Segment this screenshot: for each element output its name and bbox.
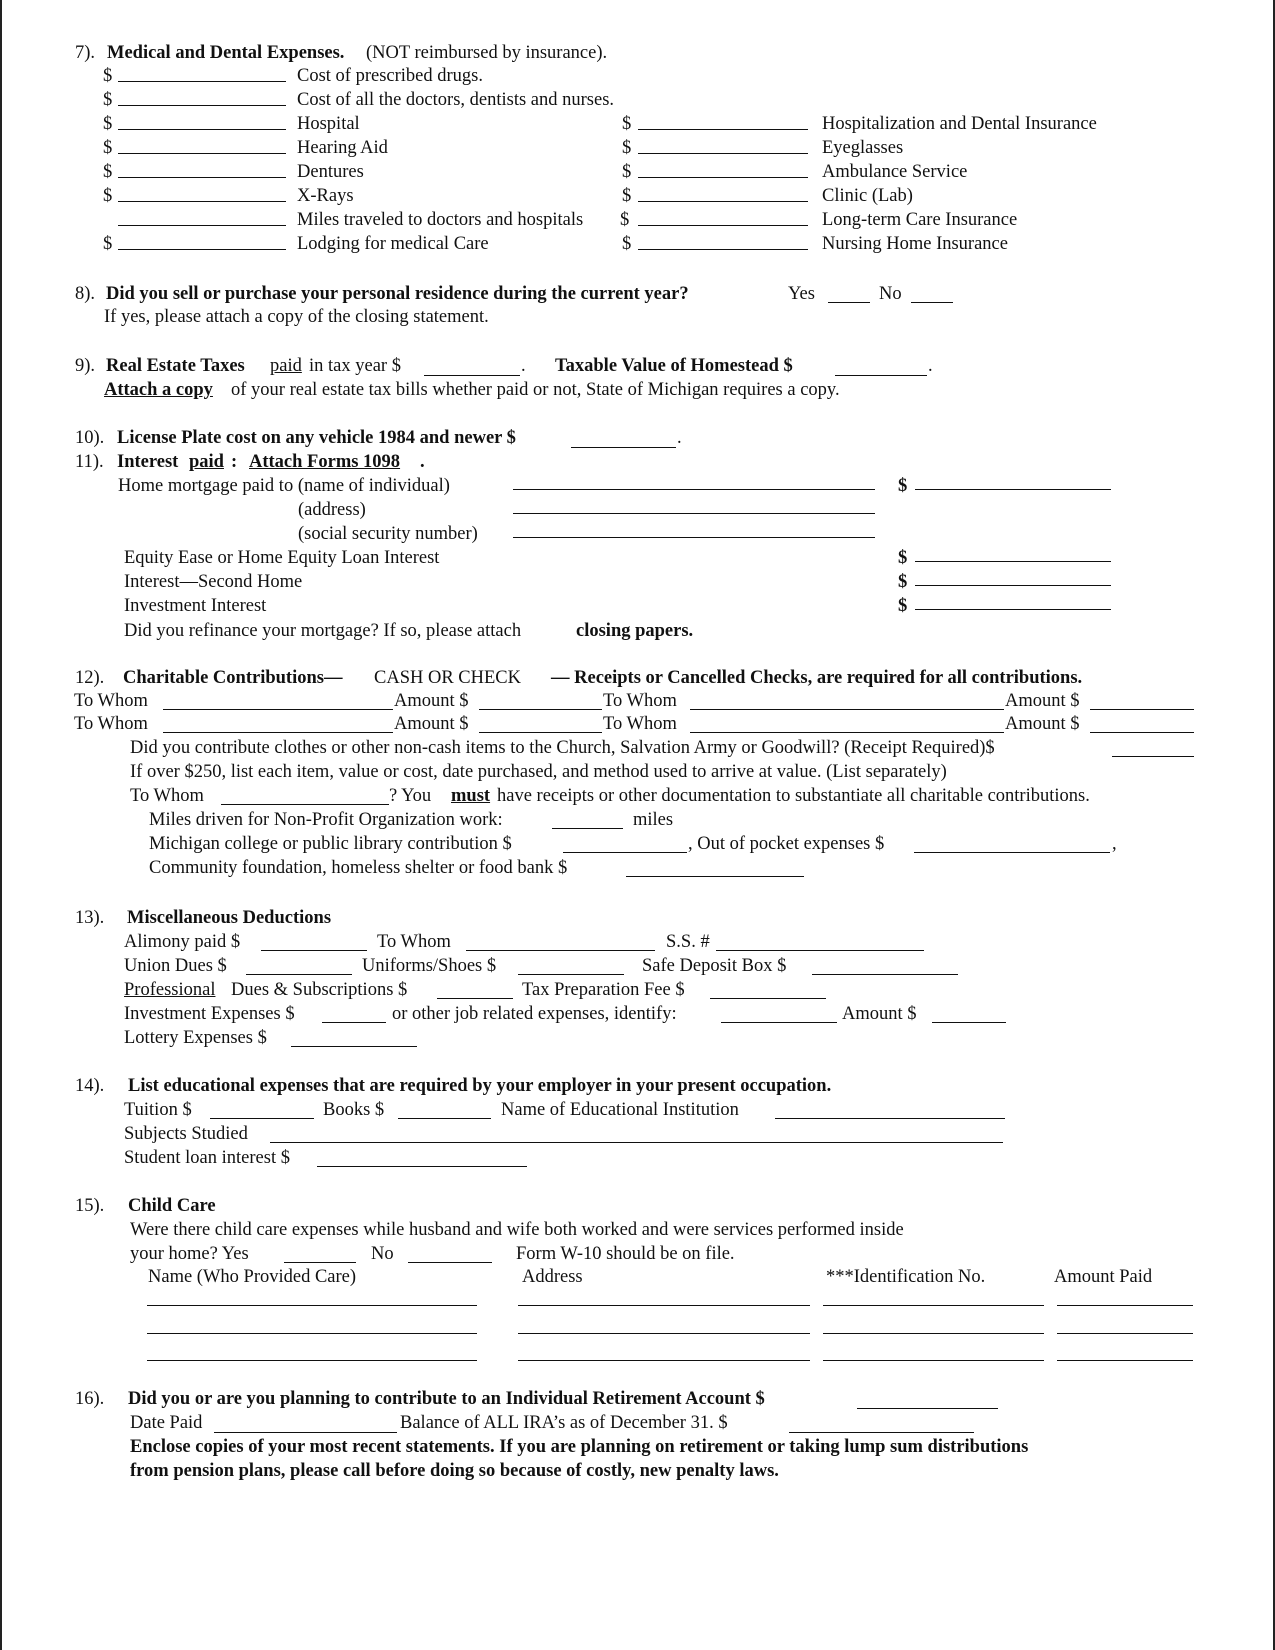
over-250-note: If over $250, list each item, value or cost, date purchased, and method used to arrive at value. (List separately) [130, 762, 947, 782]
equity-amount-field[interactable] [915, 561, 1111, 562]
column-header: ***Identification No. [826, 1267, 986, 1287]
to-whom-label: To Whom [130, 786, 204, 806]
refinance-note: Did you refinance your mortgage? If so, please attach [124, 621, 522, 641]
ss-number-field[interactable] [716, 950, 924, 951]
field-label: S.S. # [666, 932, 710, 952]
provider-amount-field[interactable] [1057, 1360, 1193, 1361]
field-label: Equity Ease or Home Equity Loan Interest [124, 548, 440, 568]
section-number: 13). [75, 908, 105, 928]
real-estate-tax-field[interactable] [424, 375, 520, 376]
yes-field[interactable] [828, 302, 870, 303]
field-label: Alimony paid $ [124, 932, 241, 952]
noncash-to-whom-field[interactable] [221, 804, 389, 805]
amount-field[interactable] [479, 732, 602, 733]
section-question: Did you sell or purchase your personal residence during the current year? [106, 284, 689, 304]
amount-field[interactable] [1090, 709, 1194, 710]
section-title: Charitable Contributions— [123, 668, 343, 688]
attach-note: of your real estate tax bills whether paid or not, State of Michigan requires a copy. [231, 380, 840, 400]
section-number: 9). [75, 356, 96, 376]
paid-word: paid [270, 356, 302, 376]
field-label: Union Dues $ [124, 956, 227, 976]
field-label: Subjects Studied [124, 1124, 248, 1144]
dollar-sign: $ [622, 138, 632, 158]
section-title: Real Estate Taxes [106, 356, 245, 376]
provider-address-field[interactable] [518, 1333, 810, 1334]
provider-id-field[interactable] [823, 1333, 1044, 1334]
license-plate-field[interactable] [571, 447, 676, 448]
child-care-question: Were there child care expenses while husband and wife both worked and were services performed inside [130, 1220, 904, 1240]
drugs-amount-field[interactable] [118, 81, 286, 82]
provider-name-field[interactable] [147, 1360, 477, 1361]
to-whom-label: To Whom [603, 691, 677, 711]
must-word: must [451, 786, 491, 806]
field-label: Lottery Expenses $ [124, 1028, 267, 1048]
ira-contribution-field[interactable] [857, 1408, 998, 1409]
section-note: If yes, please attach a copy of the closing statement. [104, 307, 489, 327]
tuition-field[interactable] [210, 1118, 314, 1119]
field-label: Long-term Care Insurance [822, 210, 1018, 230]
dollar-sign: $ [622, 186, 632, 206]
section-number: 10). [75, 428, 105, 448]
column-header: Address [522, 1267, 583, 1287]
no-field[interactable] [911, 302, 953, 303]
field-label: Safe Deposit Box $ [642, 956, 787, 976]
provider-address-field[interactable] [518, 1305, 810, 1306]
child-care-no-field[interactable] [408, 1262, 492, 1263]
dollar-sign: $ [898, 596, 908, 616]
section-number: 12). [75, 668, 105, 688]
hearing-aid-amount-field[interactable] [118, 153, 286, 154]
enclose-note: Enclose copies of your most recent statements. If you are planning on retirement or taking lump sum distributions [130, 1437, 1029, 1457]
amount-field[interactable] [479, 709, 602, 710]
field-label: Miles traveled to doctors and hospitals [297, 210, 584, 230]
dollar-sign: $ [898, 572, 908, 592]
field-label: your home? Yes [130, 1244, 249, 1264]
to-whom-field[interactable] [163, 709, 393, 710]
dollar-sign: $ [103, 186, 113, 206]
field-label: Cost of prescribed drugs. [297, 66, 483, 86]
field-label: Name of Educational Institution [501, 1100, 739, 1120]
eyeglasses-amount-field[interactable] [638, 153, 808, 154]
investment-amount-field[interactable] [915, 609, 1111, 610]
community-foundation-field[interactable] [626, 876, 804, 877]
section-title: Did you or are you planning to contribute to an Individual Retirement Account $ [128, 1389, 765, 1409]
professional-word: Professional [124, 980, 216, 1000]
doctors-amount-field[interactable] [118, 105, 286, 106]
field-label: ? You [389, 786, 432, 806]
section-number: 14). [75, 1076, 105, 1096]
period: . [677, 428, 682, 448]
field-label: Dues & Subscriptions $ [231, 980, 408, 1000]
to-whom-label: To Whom [74, 714, 148, 734]
dollar-sign: $ [898, 476, 908, 496]
dollar-sign: $ [103, 162, 113, 182]
dollar-sign: $ [622, 114, 632, 134]
taxable-label: Taxable Value of Homestead $ [555, 356, 793, 376]
provider-address-field[interactable] [518, 1360, 810, 1361]
provider-name-field[interactable] [147, 1305, 477, 1306]
section-number: 7). [75, 43, 96, 63]
section-note: (NOT reimbursed by insurance). [366, 43, 608, 63]
amount-label: Amount $ [1005, 691, 1080, 711]
child-care-yes-field[interactable] [284, 1262, 356, 1263]
field-label: Books $ [323, 1100, 385, 1120]
college-contribution-field[interactable] [563, 852, 687, 853]
alimony-field[interactable] [261, 950, 367, 951]
w10-note: Form W-10 should be on file. [516, 1244, 735, 1264]
to-whom-field[interactable] [690, 709, 1004, 710]
dollar-sign: $ [103, 138, 113, 158]
institution-field[interactable] [775, 1118, 1005, 1119]
noncash-amount-field[interactable] [1112, 756, 1194, 757]
comma: , [1112, 834, 1117, 854]
field-label: Hearing Aid [297, 138, 388, 158]
column-header: Amount Paid [1054, 1267, 1153, 1287]
section-title: List educational expenses that are required by your employer in your present occupation. [128, 1076, 832, 1096]
field-label: Hospitalization and Dental Insurance [822, 114, 1097, 134]
longterm-care-amount-field[interactable] [638, 225, 808, 226]
field-label: or other job related expenses, identify: [392, 1004, 677, 1024]
mortgage-address-field[interactable] [513, 513, 875, 514]
field-label: Uniforms/Shoes $ [362, 956, 497, 976]
section-number: 16). [75, 1389, 105, 1409]
field-label: Ambulance Service [822, 162, 968, 182]
second-home-amount-field[interactable] [915, 585, 1111, 586]
period: . [521, 356, 526, 376]
field-label: Nursing Home Insurance [822, 234, 1008, 254]
provider-amount-field[interactable] [1057, 1333, 1193, 1334]
section-number: 11). [75, 452, 104, 472]
field-label: X-Rays [297, 186, 354, 206]
dollar-sign: $ [898, 548, 908, 568]
cash-or-check-label: CASH OR CHECK [374, 668, 521, 688]
dentures-amount-field[interactable] [118, 177, 286, 178]
section-title: Miscellaneous Deductions [127, 908, 332, 928]
attach-forms-label: Attach Forms 1098 [249, 452, 401, 472]
ambulance-amount-field[interactable] [638, 177, 808, 178]
insurance-amount-field[interactable] [638, 129, 808, 130]
field-label: Amount $ [842, 1004, 917, 1024]
attach-copy-label: Attach a copy [104, 380, 213, 400]
to-whom-label: To Whom [74, 691, 148, 711]
dollar-sign: $ [620, 210, 630, 230]
lodging-amount-field[interactable] [118, 249, 286, 250]
colon: : [231, 452, 238, 472]
nursing-home-amount-field[interactable] [638, 249, 808, 250]
dollar-sign: $ [103, 114, 113, 134]
hospital-amount-field[interactable] [118, 129, 286, 130]
safe-deposit-field[interactable] [812, 974, 958, 975]
to-whom-field[interactable] [690, 732, 1004, 733]
other-amount-field[interactable] [932, 1022, 1006, 1023]
miles-field[interactable] [118, 225, 286, 226]
field-label: (social security number) [298, 524, 478, 544]
section-title: Medical and Dental Expenses. [107, 43, 345, 63]
provider-id-field[interactable] [823, 1305, 1044, 1306]
no-label: No [879, 284, 902, 304]
page-border-left [0, 0, 2, 1650]
column-header: Name (Who Provided Care) [148, 1267, 357, 1287]
field-label: , Out of pocket expenses $ [688, 834, 885, 854]
dollar-sign: $ [622, 162, 632, 182]
section-title: License Plate cost on any vehicle 1984 and newer $ [117, 428, 516, 448]
amount-label: Amount $ [1005, 714, 1080, 734]
uniforms-field[interactable] [518, 974, 624, 975]
to-whom-label: To Whom [603, 714, 677, 734]
paid-word: paid [189, 452, 224, 472]
field-label: Investment Interest [124, 596, 267, 616]
closing-papers-label: closing papers. [576, 621, 694, 641]
section-title-rest: — Receipts or Cancelled Checks, are required for all contributions. [551, 668, 1083, 688]
investment-expenses-field[interactable] [322, 1022, 386, 1023]
field-label: Michigan college or public library contribution $ [149, 834, 512, 854]
section-number: 15). [75, 1196, 105, 1216]
amount-field[interactable] [1090, 732, 1194, 733]
clinic-amount-field[interactable] [638, 201, 808, 202]
section-number: 8). [75, 284, 96, 304]
dollar-sign: $ [103, 90, 113, 110]
field-label: Dentures [297, 162, 364, 182]
field-label: Cost of all the doctors, dentists and nurses. [297, 90, 615, 110]
field-label: Interest—Second Home [124, 572, 303, 592]
student-loan-field[interactable] [317, 1166, 527, 1167]
period: . [420, 452, 425, 472]
field-label: No [371, 1244, 394, 1264]
subjects-field[interactable] [270, 1142, 1003, 1143]
alimony-to-whom-field[interactable] [466, 950, 655, 951]
field-label: Investment Expenses $ [124, 1004, 295, 1024]
union-dues-field[interactable] [246, 974, 352, 975]
field-label: Tuition $ [124, 1100, 192, 1120]
professional-dues-field[interactable] [437, 998, 513, 999]
mortgage-ssn-field[interactable] [513, 537, 875, 538]
field-label: Lodging for medical Care [297, 234, 489, 254]
xrays-amount-field[interactable] [118, 201, 286, 202]
field-label: Date Paid [130, 1413, 203, 1433]
field-label: Hospital [297, 114, 360, 134]
field-label: Community foundation, homeless shelter or food bank $ [149, 858, 568, 878]
field-label: To Whom [377, 932, 451, 952]
dollar-sign: $ [103, 66, 113, 86]
amount-label: Amount $ [394, 714, 469, 734]
lottery-expenses-field[interactable] [291, 1046, 417, 1047]
field-label: Eyeglasses [822, 138, 904, 158]
field-label: in tax year $ [309, 356, 401, 376]
documentation-note: have receipts or other documentation to substantiate all charitable contributions. [497, 786, 1090, 806]
field-label: Balance of ALL IRA’s as of December 31. $ [400, 1413, 728, 1433]
period: . [928, 356, 933, 376]
field-label: Home mortgage paid to (name of individual) [118, 476, 450, 496]
provider-amount-field[interactable] [1057, 1305, 1193, 1306]
section-title: Child Care [128, 1196, 216, 1216]
books-field[interactable] [398, 1118, 491, 1119]
mortgage-name-field[interactable] [513, 489, 875, 490]
nonprofit-miles-field[interactable] [552, 828, 623, 829]
noncash-question: Did you contribute clothes or other non-cash items to the Church, Salvation Army or Goodwill? (Receipt Required)$ [130, 738, 995, 758]
field-label: (address) [298, 500, 366, 520]
yes-label: Yes [788, 284, 815, 304]
taxable-value-field[interactable] [835, 375, 927, 376]
ira-date-paid-field[interactable] [214, 1432, 397, 1433]
provider-name-field[interactable] [147, 1333, 477, 1334]
field-label: Student loan interest $ [124, 1148, 290, 1168]
dollar-sign: $ [103, 234, 113, 254]
miles-unit: miles [633, 810, 674, 830]
amount-label: Amount $ [394, 691, 469, 711]
enclose-note: from pension plans, please call before doing so because of costly, new penalty laws. [130, 1461, 779, 1481]
to-whom-field[interactable] [163, 732, 393, 733]
field-label: Miles driven for Non-Profit Organization work: [149, 810, 503, 830]
tax-prep-fee-field[interactable] [710, 998, 826, 999]
dollar-sign: $ [622, 234, 632, 254]
other-expenses-field[interactable] [721, 1022, 837, 1023]
out-of-pocket-field[interactable] [914, 852, 1110, 853]
provider-id-field[interactable] [823, 1360, 1044, 1361]
field-label: Tax Preparation Fee $ [522, 980, 685, 1000]
field-label: Clinic (Lab) [822, 186, 913, 206]
section-title: Interest [117, 452, 179, 472]
mortgage-amount-field[interactable] [915, 489, 1111, 490]
ira-balance-field[interactable] [789, 1432, 974, 1433]
